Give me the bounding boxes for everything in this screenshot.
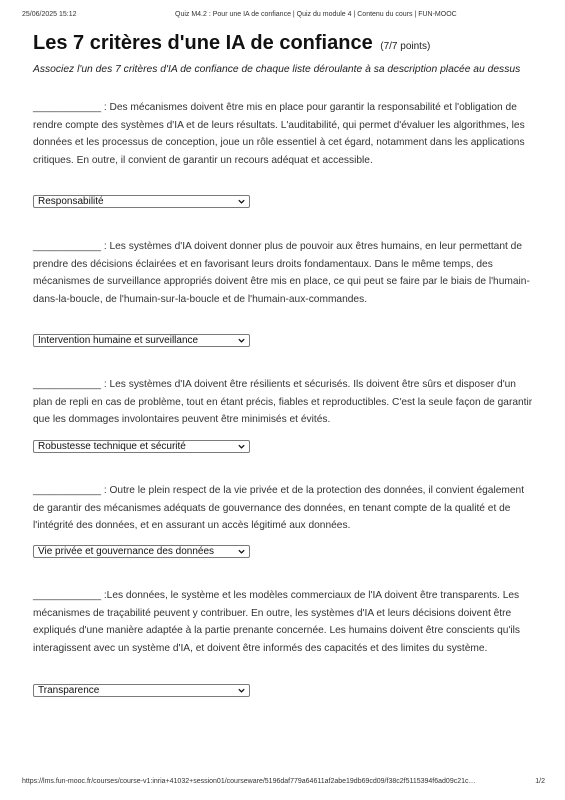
print-page-title: Quiz M4.2 : Pour une IA de confiance | Quiz du module 4 | Contenu du cours | FUN-MOOC [175, 11, 457, 18]
problem-3 [33, 376, 535, 452]
criterion-dropdown[interactable] [33, 334, 250, 347]
quiz-points: (7/7 points) [380, 41, 431, 52]
criterion-dropdown[interactable] [33, 684, 250, 697]
quiz-title [33, 32, 430, 55]
criterion-dropdown[interactable] [33, 545, 250, 558]
criterion-dropdown[interactable] [33, 195, 250, 208]
problem-description: ____________ :Les données, le système et les modèles commerciaux de l'IA doivent être transparents. Les mécanismes de traçabilité peuvent y contribuer. En outre, les systèmes d'IA et leurs décisions doivent être expliqués d'une manière adaptée à la partie prenante concernée. Les humains doivent être conscients qu'ils interagissent avec un système d'IA, et doivent être informés des capacités et des limites du système. [33, 590, 520, 654]
page-number: 1/2 [535, 778, 545, 785]
problem-description: ____________ : Des mécanismes doivent être mis en place pour garantir la responsabilité et l'obligation de rendre compte des systèmes d'IA et de leurs résultats. L'auditabilité, qui permet d'évaluer les algorithmes, les données et les processus de conception, joue un rôle essentiel à cet égard, notamment dans les applications critiques. En outre, il convient de garantir un recours adéquat et accessible. [33, 102, 525, 166]
problem-1 [33, 99, 535, 207]
dropdown-selected-value: Responsabilité [38, 196, 104, 207]
chevron-down-icon [237, 196, 246, 207]
problem-description: ____________ : Outre le plein respect de la vie privée et de la protection des données, il convient également de garantir des mécanismes adéquats de gouvernance des données, en tenant compte de la qualité et de l'intégrité des données, et en assurant un accès légitimé aux données. [33, 485, 525, 532]
problem-4 [33, 482, 535, 557]
chevron-down-icon [237, 546, 246, 557]
chevron-down-icon [237, 335, 246, 346]
chevron-down-icon [237, 441, 246, 452]
dropdown-selected-value: Transparence [38, 685, 100, 696]
print-footer [22, 778, 545, 788]
chevron-down-icon [237, 685, 246, 696]
dropdown-selected-value: Vie privée et gouvernance des données [38, 546, 215, 557]
print-date: 25/06/2025 15:12 [22, 11, 77, 18]
quiz-instructions: Associez l'un des 7 critères d'IA de confiance de chaque liste déroulante à sa description placée au dessus [33, 64, 521, 75]
quiz-title-text: Les 7 critères d'une IA de confiance [33, 32, 373, 54]
problem-description: ____________ : Les systèmes d'IA doivent être résilients et sécurisés. Ils doivent être sûrs et disposer d'un plan de repli en cas de problème, tout en étant précis, fiables et reproductibles. C'est la seule façon de garantir que les dommages involontaires peuvent être minimisés et évités. [33, 379, 533, 426]
problem-5 [33, 587, 535, 696]
problem-description: ____________ : Les systèmes d'IA doivent donner plus de pouvoir aux êtres humains, en leur permettant de prendre des décisions éclairées et en favorisant leurs droits fondamentaux. Dans le même temps, des mécanismes de surveillance appropriés doivent être mis en place, ce qui peut se faire par le biais de l'humain-dans-la-boucle, de l'humain-sur-la-boucle et de l'humain-aux-commandes. [33, 241, 530, 305]
dropdown-selected-value: Intervention humaine et surveillance [38, 335, 199, 346]
problem-2 [33, 238, 535, 346]
page-url: https://lms.fun-mooc.fr/courses/course-v1:inria+41032+session01/courseware/5196daf779a64611af2abe19db69cd09/f38c2f5115394f6ad09c21c… [22, 778, 476, 785]
criterion-dropdown[interactable] [33, 440, 250, 453]
dropdown-selected-value: Robustesse technique et sécurité [38, 441, 186, 452]
print-header [22, 11, 545, 21]
